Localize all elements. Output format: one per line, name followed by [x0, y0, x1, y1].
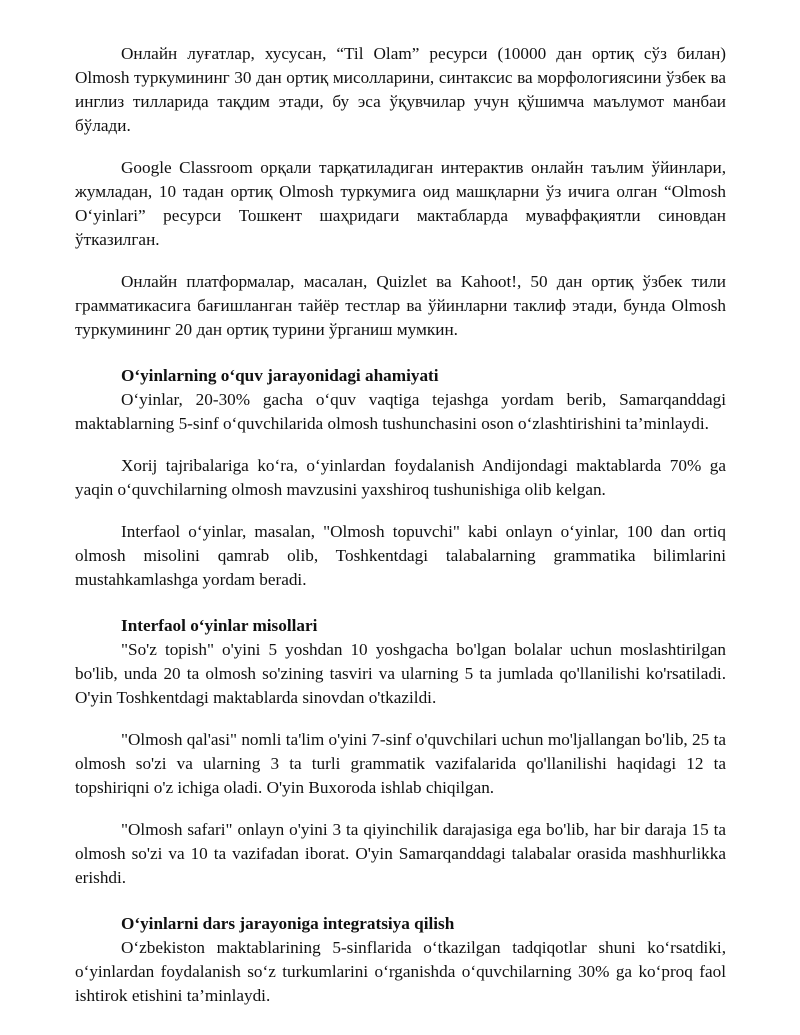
importance-paragraph-2: Xorij tajribalariga ko‘ra, o‘yinlardan foydalanish Andijondagi maktablarda 70% ga yaqin o‘quvchilarning olmosh mavzusini yaxshiroq tushunishiga olib kelgan. [75, 456, 726, 499]
section-heading-examples: Interfaol o‘yinlar misollari [121, 616, 318, 635]
intro-paragraph-2: Google Classroom орқали тарқатиладиган интерактив онлайн таълим ўйинлари, жумладан, 10 тадан ортиқ Olmosh туркумига оид машқларни ўз ичига олган “Olmosh O‘yinlari” ресурси Тошкент шаҳридаги мактабларда муваффақиятли синовдан ўтказилган. [75, 158, 726, 249]
integration-paragraph-1: O‘zbekiston maktablarining 5-sinflarida o‘tkazilgan tadqiqotlar shuni ko‘rsatdiki, o‘yinlardan foydalanish so‘z turkumlarini o‘rganishda o‘quvchilarning 30% ga ko‘proq faol ishtirok etishini ta’minlaydi. [75, 938, 726, 1005]
examples-paragraph-3: "Olmosh safari" onlayn o'yini 3 ta qiyinchilik darajasiga ega bo'lib, har bir daraja 15 ta olmosh so'zi va 10 ta vazifadan iborat. O'yin Samarqanddagi talabalar orasida mashhurlikka erishdi. [75, 820, 726, 887]
intro-paragraph-1: Онлайн луғатлар, хусусан, “Til Olam” ресурси (10000 дан ортиқ сўз билан) Olmosh туркумининг 30 дан ортиқ мисолларини, синтаксис ва морфологиясини ўзбек ва инглиз тилларида тақдим этади, бу эса ўқувчилар учун қўшимча маълумот манбаи бўлади. [75, 44, 726, 135]
importance-paragraph-3: Interfaol o‘yinlar, masalan, "Olmosh topuvchi" kabi onlayn o‘yinlar, 100 dan ortiq olmosh misolini qamrab olib, Toshkentdagi talabalarning grammatika bilimlarini mustahkamlashga yordam beradi. [75, 522, 726, 589]
importance-paragraph-1: O‘yinlar, 20-30% gacha o‘quv vaqtiga tejashga yordam berib, Samarqanddagi maktablarning 5-sinf o‘quvchilarida olmosh tushunchasini oson o‘zlashtirishini ta’minlaydi. [75, 390, 726, 433]
examples-paragraph-1: "So'z topish" o'yini 5 yoshdan 10 yoshgacha bo'lgan bolalar uchun moslashtirilgan bo'lib, unda 20 ta olmosh so'zining tasviri va ularning 5 ta jumlada qo'llanilishi ko'rsatiladi. O'yin Toshkentdagi maktablarda sinovdan o'tkazildi. [75, 640, 726, 707]
examples-paragraph-2: "Olmosh qal'asi" nomli ta'lim o'yini 7-sinf o'quvchilari uchun mo'ljallangan bo'lib, 25 ta olmosh so'zi va ularning 3 ta turli grammatik vazifalarida qo'llanilishi haqidagi 12 ta topshiriqni o'z ichiga oladi. O'yin Buxoroda ishlab chiqilgan. [75, 730, 726, 797]
section-heading-integration: O‘yinlarni dars jarayoniga integratsiya qilish [121, 914, 455, 933]
intro-paragraph-3: Онлайн платформалар, масалан, Quizlet ва Kahoot!, 50 дан ортиқ ўзбек тили грамматикасига бағишланган тайёр тестлар ва ўйинларни таклиф этади, бунда Olmosh туркумининг 20 дан ортиқ турини ўрганиш мумкин. [75, 272, 726, 339]
document-page [75, 42, 726, 1008]
section-heading-importance: O‘yinlarning o‘quv jarayonidagi ahamiyati [121, 366, 439, 385]
